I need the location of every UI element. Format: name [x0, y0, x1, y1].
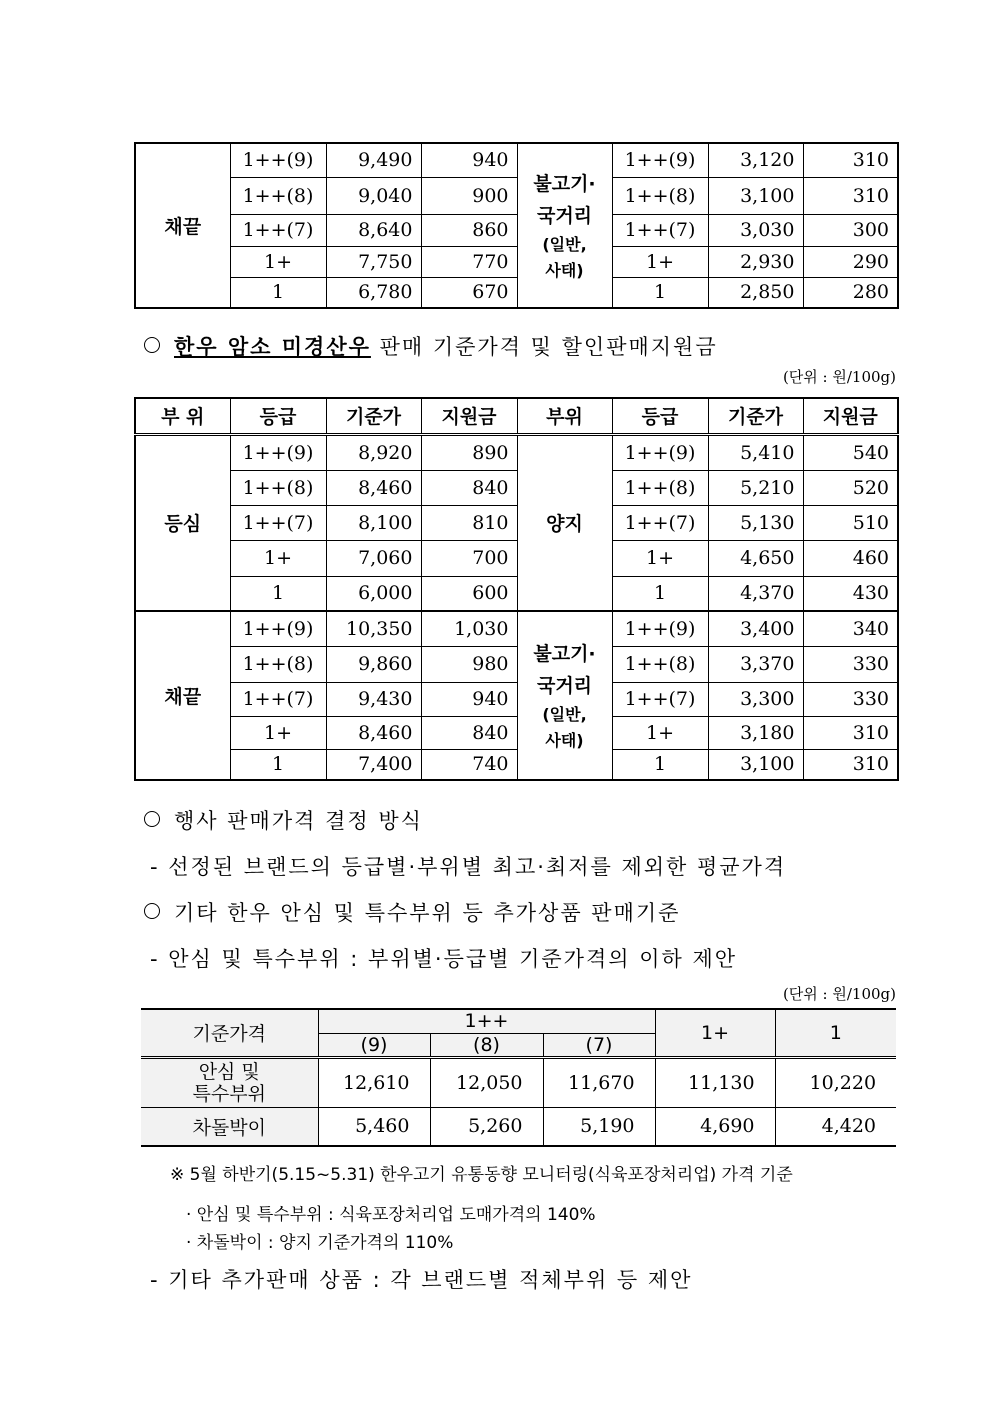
base-price-cell: 7,400	[326, 749, 421, 780]
subsidy-cell: 600	[421, 576, 517, 611]
grade-cell: 1+	[230, 246, 326, 277]
part-name-sub	[518, 702, 612, 754]
grade-cell: 1+	[230, 716, 326, 749]
table-row	[141, 1057, 896, 1107]
base-price-cell: 3,180	[708, 716, 803, 749]
table-cell: 10,220	[775, 1057, 896, 1107]
table-cell: 12,610	[318, 1057, 430, 1107]
table-row	[135, 143, 898, 177]
table-cell: 11,670	[543, 1057, 655, 1107]
base-price-cell: 7,060	[326, 540, 421, 576]
table-row	[135, 611, 898, 646]
base-price-cell: 10,350	[326, 611, 421, 646]
grade-cell: 1++(9)	[612, 611, 708, 646]
subsidy-cell: 330	[803, 646, 898, 682]
subsidy-cell: 430	[803, 576, 898, 611]
base-price-cell: 9,490	[326, 143, 421, 177]
section-title-extra	[144, 897, 680, 927]
table-row	[135, 646, 898, 682]
table-row	[135, 470, 898, 505]
unit-label: (단위 : 원/100g)	[782, 985, 896, 1003]
table-cell: 5,260	[430, 1107, 543, 1146]
subsidy-cell: 460	[803, 540, 898, 576]
grade-cell: 1	[612, 749, 708, 780]
header-sub-9: (9)	[318, 1033, 430, 1057]
subsidy-cell: 900	[421, 177, 517, 214]
grade-cell: 1++(7)	[230, 505, 326, 540]
col-header: 부위	[517, 398, 612, 434]
part-name-line: 불고기·	[533, 172, 596, 195]
subsidy-cell: 670	[421, 277, 517, 308]
title-rest: 판매 기준가격 및 할인판매지원금	[370, 335, 718, 359]
base-price-cell: 6,000	[326, 576, 421, 611]
subsidy-cell: 510	[803, 505, 898, 540]
table-row	[135, 505, 898, 540]
grade-cell: 1+	[612, 246, 708, 277]
part-name-line: (일반,	[542, 234, 587, 254]
grade-cell: 1++(7)	[230, 214, 326, 246]
subsidy-cell: 980	[421, 646, 517, 682]
row-label-line: 안심 및	[198, 1060, 260, 1083]
price-table-continued	[134, 142, 899, 309]
grade-cell: 1	[612, 277, 708, 308]
part-name-line: 사태)	[545, 260, 584, 280]
base-price-cell: 7,750	[326, 246, 421, 277]
col-header: 등급	[612, 398, 708, 434]
part-name: 채끝	[135, 143, 230, 308]
table-cell: 4,420	[775, 1107, 896, 1146]
header-sub-8: (8)	[430, 1033, 543, 1057]
base-price-cell: 3,300	[708, 682, 803, 716]
subsidy-cell: 310	[803, 177, 898, 214]
base-price-cell: 5,410	[708, 434, 803, 470]
part-name: 양지	[517, 434, 612, 611]
base-price-cell: 5,210	[708, 470, 803, 505]
part-name-line: (일반,	[542, 704, 587, 724]
subsidy-cell: 740	[421, 749, 517, 780]
base-price-cell: 3,100	[708, 177, 803, 214]
col-header: 부 위	[135, 398, 230, 434]
grade-cell: 1++(7)	[230, 682, 326, 716]
part-name	[517, 143, 612, 308]
subsidy-cell: 840	[421, 716, 517, 749]
grade-cell: 1++(8)	[230, 646, 326, 682]
subsidy-cell: 840	[421, 470, 517, 505]
table-row	[135, 716, 898, 749]
base-price-cell: 4,370	[708, 576, 803, 611]
row-label-line: 특수부위	[192, 1082, 266, 1105]
subsidy-cell: 940	[421, 143, 517, 177]
bullet-circle-icon	[144, 903, 160, 919]
grade-cell: 1++(8)	[230, 470, 326, 505]
part-name	[517, 611, 612, 780]
table-row	[135, 540, 898, 576]
part-name-line: 국거리	[536, 204, 593, 227]
grade-cell: 1+	[612, 540, 708, 576]
part-name: 등심	[135, 434, 230, 611]
row-label	[141, 1057, 318, 1107]
subsidy-cell: 860	[421, 214, 517, 246]
part-name: 채끝	[135, 611, 230, 780]
base-price-cell: 8,640	[326, 214, 421, 246]
subsidy-cell: 890	[421, 434, 517, 470]
table-row	[135, 576, 898, 611]
col-header: 기준가	[708, 398, 803, 434]
grade-cell: 1	[230, 749, 326, 780]
subsidy-cell: 330	[803, 682, 898, 716]
table-cell: 11,130	[655, 1057, 775, 1107]
table-row	[135, 214, 898, 246]
part-name-line: 사태)	[545, 730, 584, 750]
base-price-cell: 3,370	[708, 646, 803, 682]
grade-cell: 1++(9)	[230, 143, 326, 177]
base-price-cell: 3,030	[708, 214, 803, 246]
grade-cell: 1++(8)	[612, 470, 708, 505]
subsidy-cell: 340	[803, 611, 898, 646]
dash-item: - 안심 및 특수부위 : 부위별·등급별 기준가격의 이하 제안	[150, 947, 738, 971]
col-header: 등급	[230, 398, 326, 434]
base-price-cell: 3,400	[708, 611, 803, 646]
header-grade-1p: 1+	[655, 1009, 775, 1057]
title-emphasis: 한우 암소 미경산우	[174, 335, 371, 359]
section-title-cow	[144, 331, 718, 361]
grade-cell: 1++(9)	[612, 434, 708, 470]
subsidy-cell: 770	[421, 246, 517, 277]
base-price-cell: 6,780	[326, 277, 421, 308]
part-name-line: 불고기·	[533, 642, 596, 665]
base-price-cell: 5,130	[708, 505, 803, 540]
base-price-cell: 4,650	[708, 540, 803, 576]
dash-item: - 선정된 브랜드의 등급별·부위별 최고·최저를 제외한 평균가격	[150, 855, 787, 879]
section-title-pricing	[144, 805, 423, 835]
bullet-text: 기타 한우 안심 및 특수부위 등 추가상품 판매기준	[174, 901, 681, 925]
table-cell: 4,690	[655, 1107, 775, 1146]
col-header: 지원금	[803, 398, 898, 434]
part-name-sub	[518, 232, 612, 284]
subsidy-cell: 810	[421, 505, 517, 540]
grade-cell: 1++(9)	[612, 143, 708, 177]
subsidy-cell: 280	[803, 277, 898, 308]
col-header: 지원금	[421, 398, 517, 434]
table-row	[135, 749, 898, 780]
table-cell: 5,460	[318, 1107, 430, 1146]
table-row	[141, 1107, 896, 1146]
header-grade-1pp: 1++	[318, 1009, 655, 1033]
grade-cell: 1++(8)	[230, 177, 326, 214]
subsidy-cell: 310	[803, 749, 898, 780]
base-price-cell: 9,430	[326, 682, 421, 716]
subsidy-cell: 300	[803, 214, 898, 246]
bullet-circle-icon	[144, 337, 160, 353]
bullet-circle-icon	[144, 811, 160, 827]
grade-cell: 1	[230, 576, 326, 611]
table-row	[135, 277, 898, 308]
base-price-cell: 8,100	[326, 505, 421, 540]
grade-cell: 1++(9)	[230, 434, 326, 470]
grade-cell: 1++(9)	[230, 611, 326, 646]
grade-cell: 1+	[230, 540, 326, 576]
grade-cell: 1++(7)	[612, 682, 708, 716]
table-cell: 5,190	[543, 1107, 655, 1146]
header-row	[141, 1009, 896, 1033]
subsidy-cell: 290	[803, 246, 898, 277]
dash-item: - 기타 추가판매 상품 : 각 브랜드별 적체부위 등 제안	[150, 1268, 693, 1292]
base-price-cell: 9,040	[326, 177, 421, 214]
subsidy-cell: 1,030	[421, 611, 517, 646]
grade-cell: 1++(7)	[612, 214, 708, 246]
grade-cell: 1++(8)	[612, 177, 708, 214]
bullet-text: 행사 판매가격 결정 방식	[174, 809, 423, 833]
subsidy-cell: 520	[803, 470, 898, 505]
grade-cell: 1+	[612, 716, 708, 749]
subsidy-cell: 310	[803, 716, 898, 749]
price-table-cow	[134, 397, 899, 781]
table-row	[135, 434, 898, 470]
subsidy-cell: 310	[803, 143, 898, 177]
header-grade-1: 1	[775, 1009, 896, 1057]
extra-price-table	[141, 1008, 896, 1147]
base-price-cell: 8,460	[326, 716, 421, 749]
table-body	[135, 143, 898, 308]
base-price-cell: 8,920	[326, 434, 421, 470]
header-row	[135, 398, 898, 434]
base-price-cell: 3,120	[708, 143, 803, 177]
table-body	[135, 434, 898, 780]
grade-cell: 1++(7)	[612, 505, 708, 540]
base-price-cell: 2,930	[708, 246, 803, 277]
unit-label: (단위 : 원/100g)	[782, 368, 896, 386]
table-row	[135, 246, 898, 277]
base-price-cell: 9,860	[326, 646, 421, 682]
base-price-cell: 2,850	[708, 277, 803, 308]
subsidy-cell: 940	[421, 682, 517, 716]
footnote-main: ※ 5월 하반기(5.15~5.31) 한우고기 유통동향 모니터링(식육포장처리업) 가격 기준	[170, 1165, 793, 1185]
table-row	[135, 682, 898, 716]
grade-cell: 1	[612, 576, 708, 611]
grade-cell: 1++(8)	[612, 646, 708, 682]
part-name-line: 국거리	[536, 674, 593, 697]
row-label: 차돌박이	[141, 1107, 318, 1146]
table-row	[135, 177, 898, 214]
footnote-item: · 차돌박이 : 양지 기준가격의 110%	[186, 1233, 454, 1253]
col-header: 기준가	[326, 398, 421, 434]
grade-cell: 1	[230, 277, 326, 308]
base-price-cell: 3,100	[708, 749, 803, 780]
subsidy-cell: 700	[421, 540, 517, 576]
base-price-cell: 8,460	[326, 470, 421, 505]
table-cell: 12,050	[430, 1057, 543, 1107]
header-sub-7: (7)	[543, 1033, 655, 1057]
footnote-item: · 안심 및 특수부위 : 식육포장처리업 도매가격의 140%	[186, 1205, 596, 1225]
subsidy-cell: 540	[803, 434, 898, 470]
header-base-price: 기준가격	[141, 1009, 318, 1057]
